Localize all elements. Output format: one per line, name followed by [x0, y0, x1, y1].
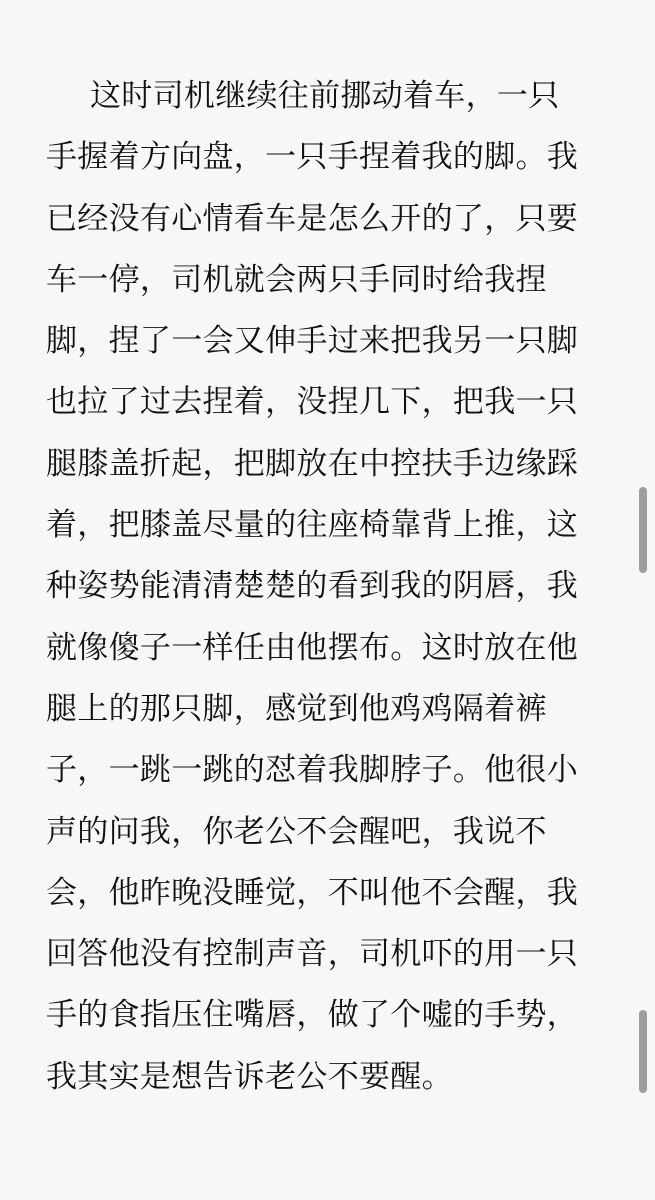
- text-line: 车一停，司机就会两只手同时给我捏: [46, 261, 547, 298]
- text-line: 会，他昨晚没睡觉，不叫他不会醒，我: [46, 874, 579, 911]
- text-line: 种姿势能清清楚楚的看到我的阴唇，我: [46, 568, 579, 605]
- article-text: [46, 66, 606, 1108]
- text-line: 声的问我，你老公不会醒吧，我说不: [46, 813, 547, 850]
- text-line: 我其实是想告诉老公不要醒。: [46, 1058, 453, 1095]
- text-line: 就像傻子一样任由他摆布。这时放在他: [46, 629, 579, 666]
- text-line: 这时司机继续往前挪动着车，一只: [90, 78, 560, 114]
- text-line: 已经没有心情看车是怎么开的了，只要: [46, 200, 579, 237]
- scrollbar-thumb[interactable]: [639, 487, 647, 573]
- text-line: 手握着方向盘，一只手捏着我的脚。我: [46, 139, 579, 176]
- text-line: 着，把膝盖尽量的往座椅靠背上推，这: [46, 507, 579, 544]
- text-line: 也拉了过去捏着，没捏几下，把我一只: [46, 384, 579, 421]
- text-line: 手的食指压住嘴唇，做了个嘘的手势，: [46, 997, 579, 1034]
- scrollbar-thumb[interactable]: [639, 1010, 647, 1093]
- text-line: 脚，捏了一会又伸手过来把我另一只脚: [46, 323, 579, 360]
- text-line: 回答他没有控制声音，司机吓的用一只: [46, 936, 579, 973]
- text-line: 腿膝盖折起，把脚放在中控扶手边缘踩: [46, 445, 579, 482]
- text-line: 子，一跳一跳的怼着我脚脖子。他很小: [46, 752, 579, 789]
- text-line: 腿上的那只脚，感觉到他鸡鸡隔着裤: [46, 690, 547, 727]
